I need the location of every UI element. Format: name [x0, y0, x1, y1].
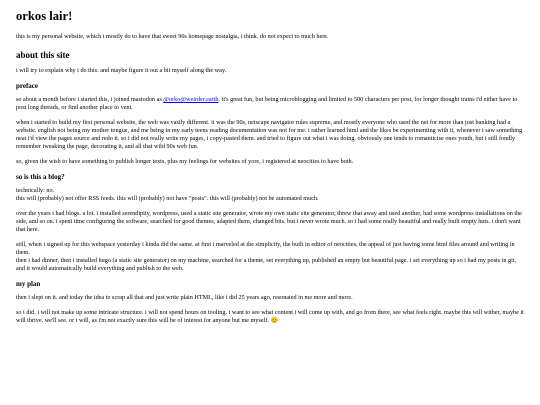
preface-paragraph-2: when i started to build my first personal website, the web was vastly different. it was the 90s, netscape navigator rules supreme, and mostly everyone who used the net for more than just banking had a website. english not being my mother tongue, and me being in my early teens reading documentation was not for me. i rather learned html and the likes be experimenting with it, whenever i saw something neat i'd view the pages source and redo it. so i did not really write my pages, i copy-pasted them. and tried to figure out what i was doing. obviously one tends to romanticise ones youth, but i still fondly remember tweaking the page, decorating it, and all that wild 90s web fun. — [16, 118, 523, 151]
blog-heading: so is this a blog? — [16, 173, 65, 182]
plan-paragraph-1: then i slept on it. and today the idea to scrap all that and just write plain HTML, like i did 25 years ago, resonated in me more and more. — [16, 294, 353, 302]
blog-neocities-note: still, when i signed up for this webspace yesterday i kinda did the same. at first i marveled at the simplicity, the built in editor of neocities, the appeal of just having some html files around and writing in them. — [16, 240, 515, 256]
blog-paragraph-2: over the years i had blogs. a lot. i installed serendipity, wordpress, used a static site generator, wrote my own static site generator, threw that away and used another, had some wordpress installations on the side, and so on. i spent time configuring the software, searched for good themes, adapted them, changed bits. but i never wrote much. so i had some really beautiful and really built empty huts. i don't want that here. — [16, 209, 522, 234]
blog-paragraph-1 — [16, 187, 524, 203]
preface-paragraph-1 — [16, 96, 524, 112]
plan-heading: my plan — [16, 280, 41, 289]
blog-hugo-note: then i had dinner, then i installed hugo (a static site generator) on my machine, searched for a theme, set everything up, published an empty but beautiful page. i set everything up so i had my posts in git, and it would automatically build everything and publish to the web. — [16, 257, 517, 273]
plan-paragraph-2: so i did. i will not make up some intricate structure. i will not spend hours on tooling. i want to see what content i will come up with, and go from there, see what feels right. maybe this will wither, maybe it will thrive. we'll see. or i will, as i'm not exactly sure this will be of interest for anyone but me myself. 😊 — [16, 308, 524, 325]
intro-paragraph: this is my personal website, which i mostly do to have that sweet 90s homepage nostalgia, i think. do not expect to much here. — [16, 32, 329, 40]
blog-rss-note: this will (probably) not offer RSS feeds. this will (probably) not have "posts". this will (probably) not be automated much. — [16, 194, 319, 202]
mastodon-profile-link[interactable]: @orko@weirder.earth — [163, 95, 219, 103]
preface-paragraph-3: so, given the wish to have something to publish longer texts, plus my feelings for websites of yore, i registered at neocities to have both. — [16, 157, 354, 165]
about-heading: about this site — [16, 50, 70, 61]
preface-heading: preface — [16, 82, 39, 91]
blog-short-answer: technically: no. — [16, 186, 55, 194]
preface-text-after-link: . it's great fun, but being microblogging and limited to 500 characters per post, for longer thought trains i'd either have to post long threads, or find another place to vent. — [16, 95, 518, 111]
about-lead: i will try to explain why i do this. and maybe figure it out a bit myself along the way. — [16, 66, 227, 74]
site-title: orkos lair! — [16, 9, 73, 23]
preface-text-before-link: so about a month before i started this, i joined mastodon as — [16, 95, 164, 103]
blog-paragraph-3 — [16, 241, 524, 274]
